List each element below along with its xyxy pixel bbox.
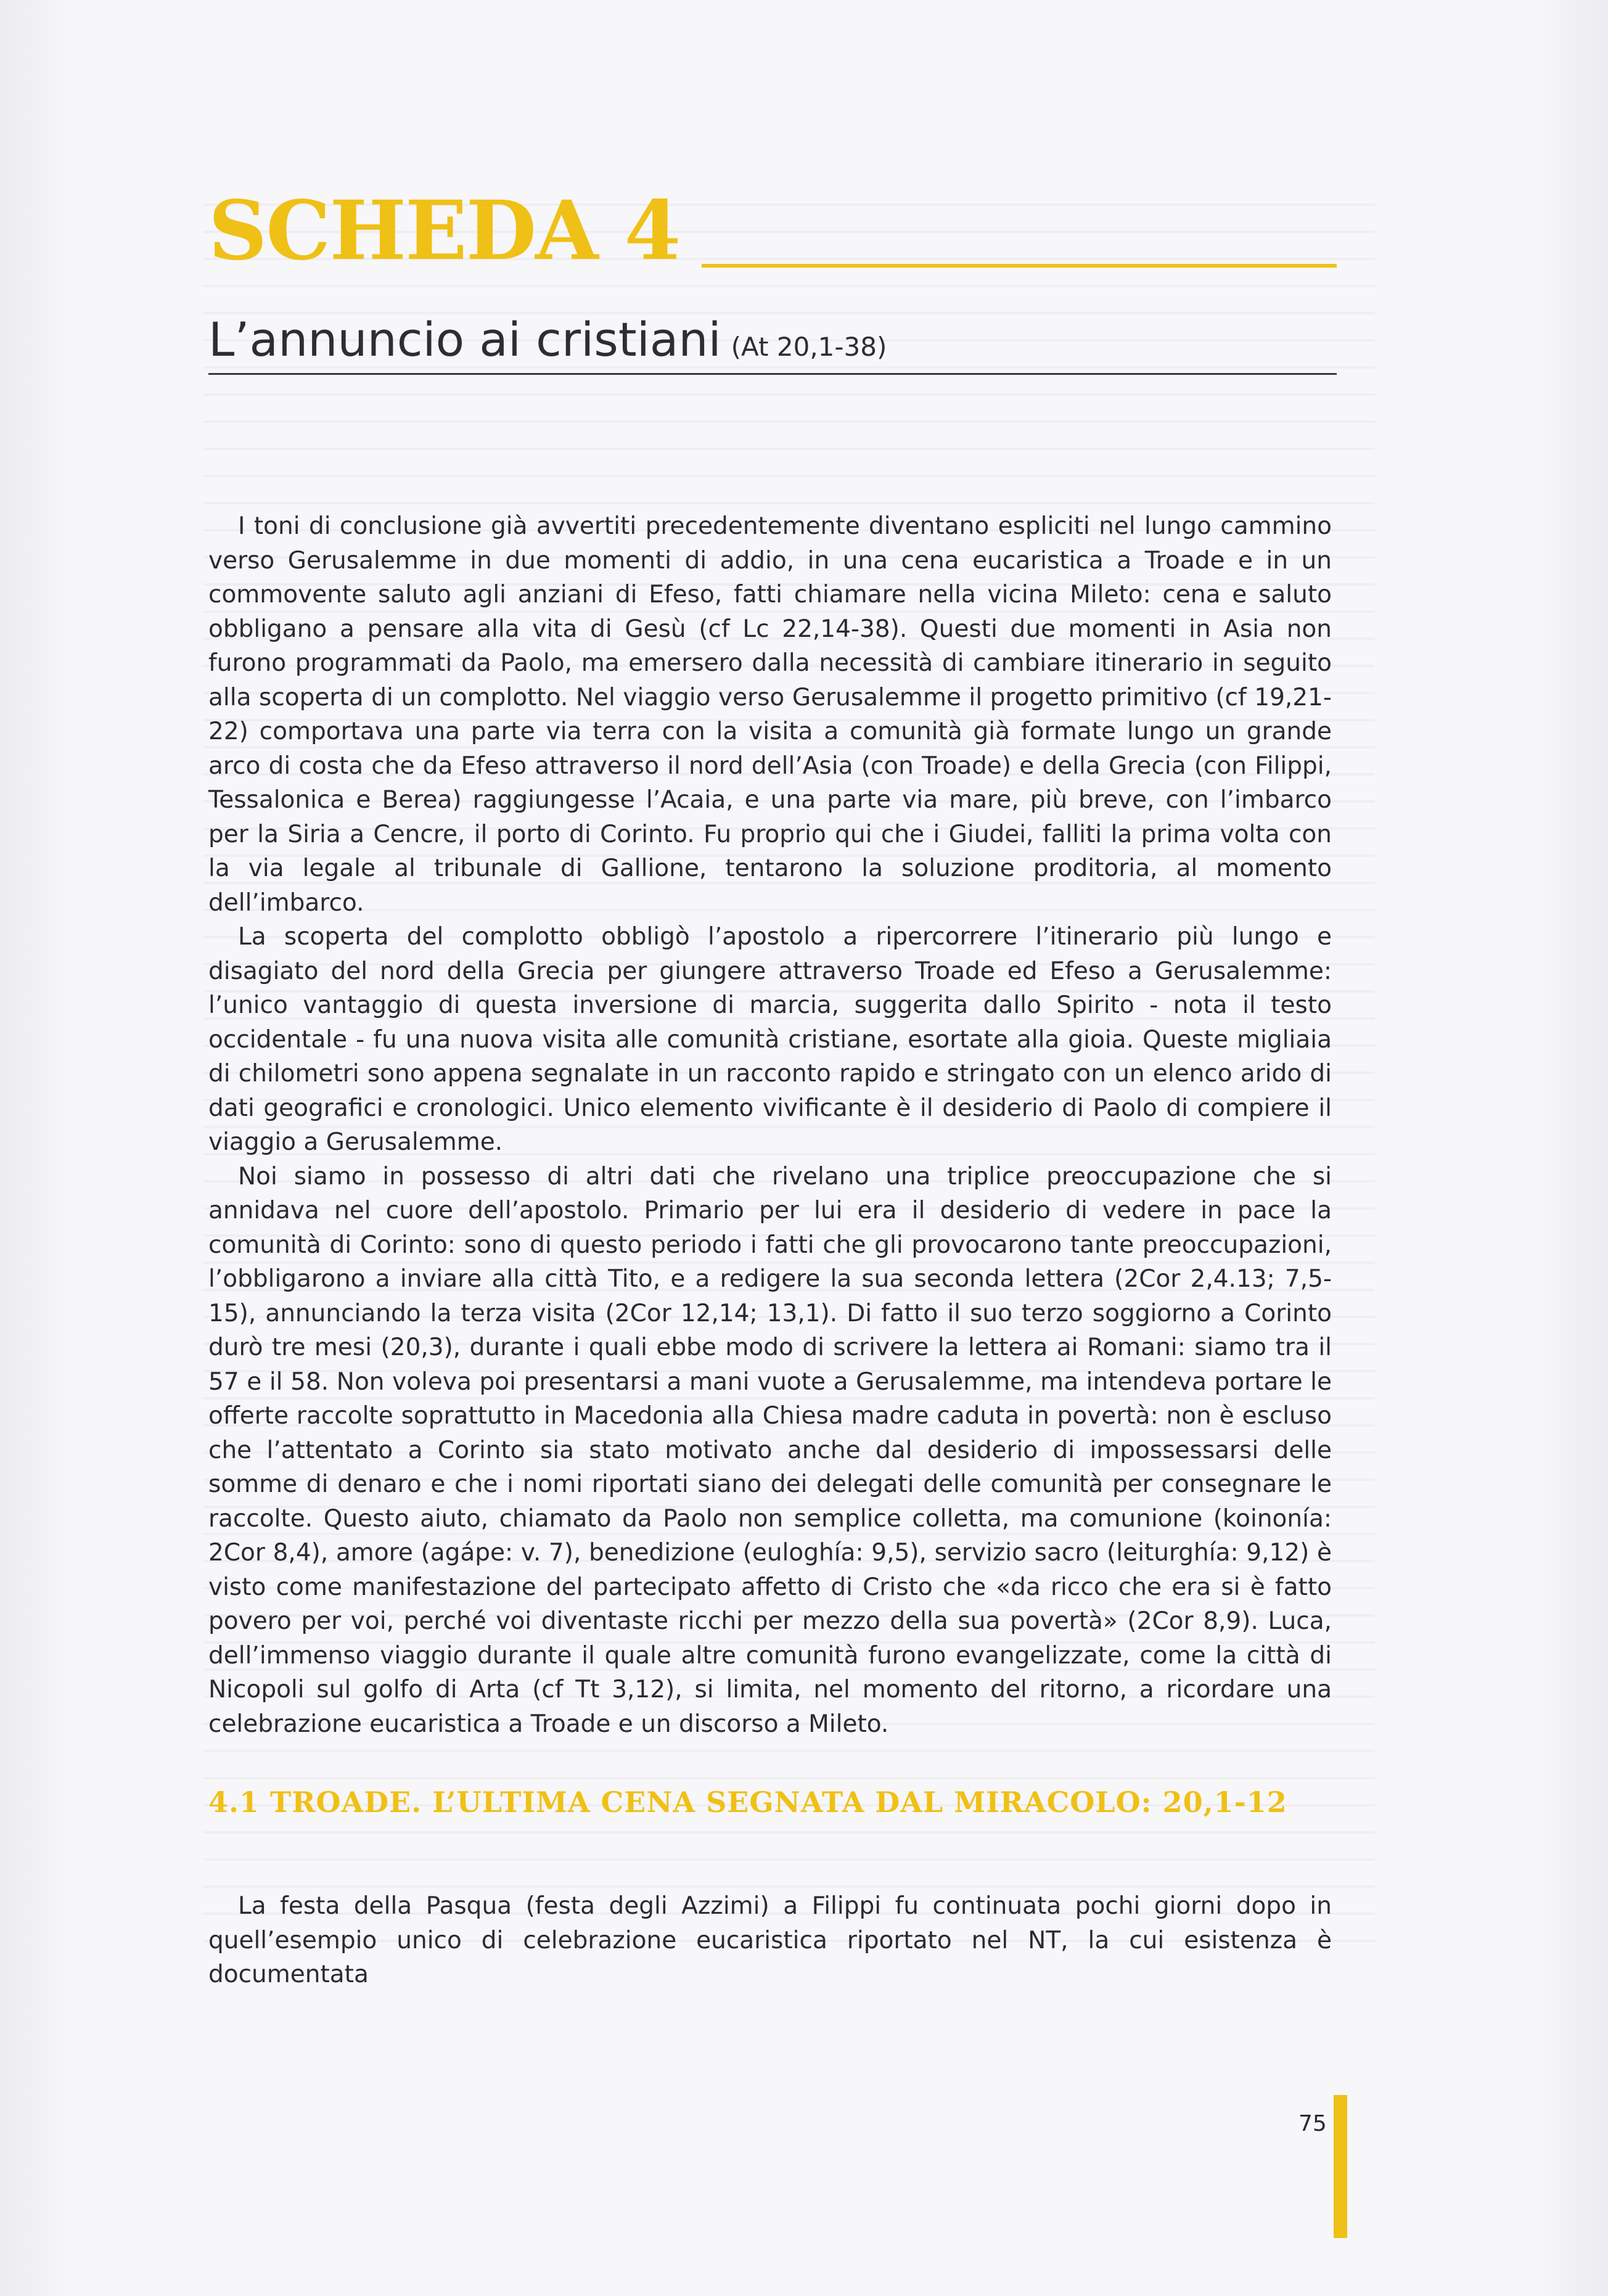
paragraph: La festa della Pasqua (festa degli Azzimi) a Filippi fu continuata pochi giorni dopo in quell’esempio unico di celebrazione eucaristica riportato nel NT, la cui esistenza è documentata (208, 1892, 1332, 1988)
chapter-title-row (208, 312, 1337, 367)
section-body (208, 1889, 1332, 1992)
chapter-title-rule (208, 373, 1337, 375)
page-marker-bar (1334, 2095, 1347, 2238)
chapter-title: L’annuncio ai cristiani (208, 312, 721, 367)
page-number: 75 (1298, 2111, 1327, 2136)
body-text (208, 509, 1332, 1741)
chapter-reference: (At 20,1-38) (731, 332, 887, 362)
chapter-label-rule (702, 264, 1337, 268)
paragraph: I toni di conclusione già avvertiti precedentemente diventano espliciti nel lungo cammino verso Gerusalemme in due momenti di addio, in una cena eucaristica a Troade e in un commovente saluto agli anziani di Efeso, fatti chiamare nella vicina Mileto: cena e saluto obbligano a pensare alla vita di Gesù (cf Lc 22,14-38). Questi due momenti in Asia non furono programmati da Paolo, ma emersero dalla necessità di cambiare itinerario in seguito alla scoperta di un complotto. Nel viaggio verso Gerusalemme il progetto primitivo (cf 19,21-22) comportava una parte via terra con la visita a comunità già formate lungo un grande arco di costa che da Efeso attraverso il nord dell’Asia (con Troade) e della Grecia (con Filippi, Tessalonica e Berea) raggiungesse l’Acaia, e una parte via mare, più breve, con l’imbarco per la Siria a Cencre, il porto di Corinto. Fu proprio qui che i Giudei, falliti la prima volta con la via legale al tribunale di Gallione, tentarono la soluzione proditoria, al momento dell’imbarco. (208, 512, 1332, 917)
section-heading: 4.1 TROADE. L’ULTIMA CENA SEGNATA DAL MIRACOLO: 20,1-12 (208, 1786, 1287, 1819)
chapter-label: SCHEDA 4 (208, 183, 680, 279)
chapter-header (208, 185, 1337, 375)
paragraph: Noi siamo in possesso di altri dati che rivelano una triplice preoccupazione che si annidava nel cuore dell’apostolo. Primario per lui era il desiderio di vedere in pace la comunità di Corinto: sono di questo periodo i fatti che gli provocarono tante preoccupazioni, l’obbligarono a inviare alla città Tito, e a redigere la sua seconda lettera (2Cor 2,4.13; 7,5-15), annunciando la terza visita (2Cor 12,14; 13,1). Di fatto il suo terzo soggiorno a Corinto durò tre mesi (20,3), durante i quali ebbe modo di scrivere la lettera ai Romani: siamo tra il 57 e il 58. Non voleva poi presentarsi a mani vuote a Gerusalemme, ma intendeva portare le offerte raccolte soprattutto in Macedonia alla Chiesa madre caduta in povertà: non è escluso che l’attentato a Corinto sia stato motivato anche dal desiderio di impossessarsi delle somme di denaro e che i nomi riportati siano dei delegati delle comunità per consegnare le raccolte. Questo aiuto, chiamato da Paolo non semplice colletta, ma comunione (koinonía: 2Cor 8,4), amore (agápe: v. 7), benedizione (euloghía: 9,5), servizio sacro (leiturghía: 9,12) è visto come manifestazione del partecipato affetto di Cristo che «da ricco che era si è fatto povero per voi, perché voi diventaste ricchi per mezzo della sua povertà» (2Cor 8,9). Luca, dell’immenso viaggio durante il quale altre comunità furono evangelizzate, come la città di Nicopoli sul golfo di Arta (cf Tt 3,12), si limita, nel momento del ritorno, a ricordare una celebrazione eucaristica a Troade e un discorso a Mileto. (208, 1162, 1332, 1738)
paragraph: La scoperta del complotto obbligò l’apostolo a ripercorrere l’itinerario più lungo e disagiato del nord della Grecia per giungere attraverso Troade ed Efeso a Gerusalemme: l’unico vantaggio di questa inversione di marcia, suggerita dallo Spirito - nota il testo occidentale - fu una nuova visita alle comunità cristiane, esortate alla gioia. Queste migliaia di chilometri sono appena segnalate in un racconto rapido e stringato con un elenco arido di dati geografici e cronologici. Unico elemento vivificante è il desiderio di Paolo di compiere il viaggio a Gerusalemme. (208, 923, 1332, 1156)
